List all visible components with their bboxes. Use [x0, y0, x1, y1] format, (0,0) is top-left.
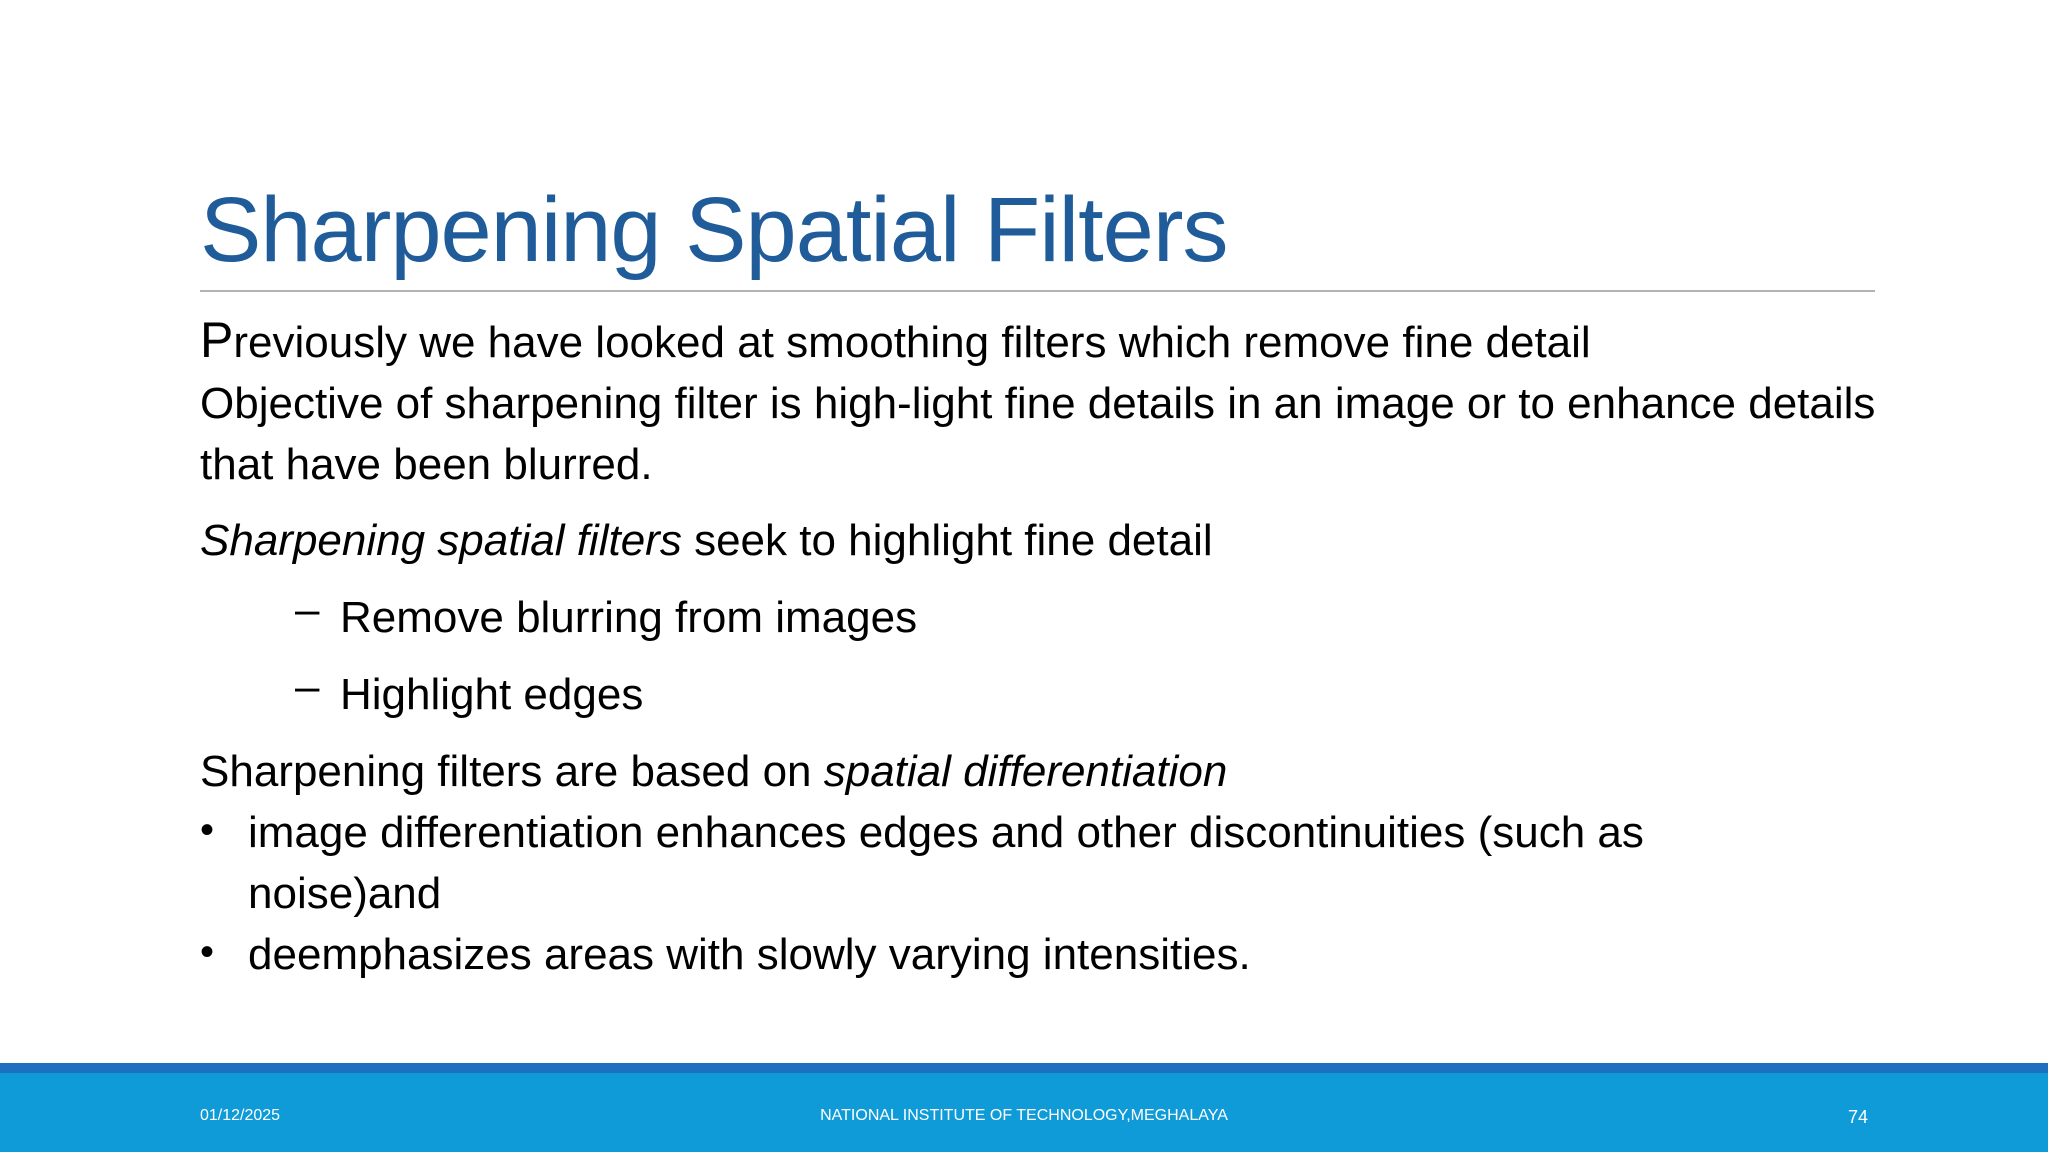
dash-marker: – — [295, 585, 320, 634]
dash-item — [200, 664, 2040, 725]
dash-marker: – — [295, 662, 320, 711]
intro-line-1 — [200, 310, 2040, 373]
basis-line — [200, 741, 2040, 802]
footer-band — [0, 1073, 2048, 1152]
page-number: 74 — [1847, 1107, 1868, 1127]
statement-italic: Sharpening spatial filters — [200, 516, 682, 565]
statement-rest: seek to highlight fine detail — [681, 516, 1213, 565]
basis-text: Sharpening filters are based on — [200, 747, 824, 796]
intro-first-letter: P — [200, 312, 234, 368]
intro-line-3: that have been blurred. — [200, 440, 653, 489]
slide-title: Sharpening Spatial Filters — [200, 179, 1228, 281]
bullet-line: image differentiation enhances edges and other discontinuities (such as — [248, 808, 1644, 857]
dash-item-text: Highlight edges — [340, 670, 644, 719]
bullet-item — [200, 802, 2040, 924]
slide-body — [200, 310, 2040, 985]
dash-item-text: Remove blurring from images — [340, 593, 918, 642]
statement-line — [200, 510, 2040, 571]
footer-stripe — [0, 1063, 2048, 1073]
intro-line-2: Objective of sharpening filter is high-light fine details in an image or to enhance details — [200, 379, 1876, 428]
bullet-marker: • — [200, 930, 215, 974]
footer-institution: NATIONAL INSTITUTE OF TECHNOLOGY,MEGHALAYA — [820, 1107, 1228, 1124]
title-divider — [200, 290, 1875, 292]
footer-date: 01/12/2025 — [200, 1107, 281, 1124]
dash-item — [200, 587, 2040, 648]
intro-line-1-text: reviously we have looked at smoothing filters which remove fine detail — [233, 318, 1591, 367]
bullet-marker: • — [200, 808, 215, 852]
bullet-line: noise)and — [248, 869, 442, 918]
basis-italic: spatial differentiation — [823, 747, 1228, 796]
bullet-line: deemphasizes areas with slowly varying intensities. — [248, 930, 1251, 979]
bullet-item — [200, 924, 2040, 985]
